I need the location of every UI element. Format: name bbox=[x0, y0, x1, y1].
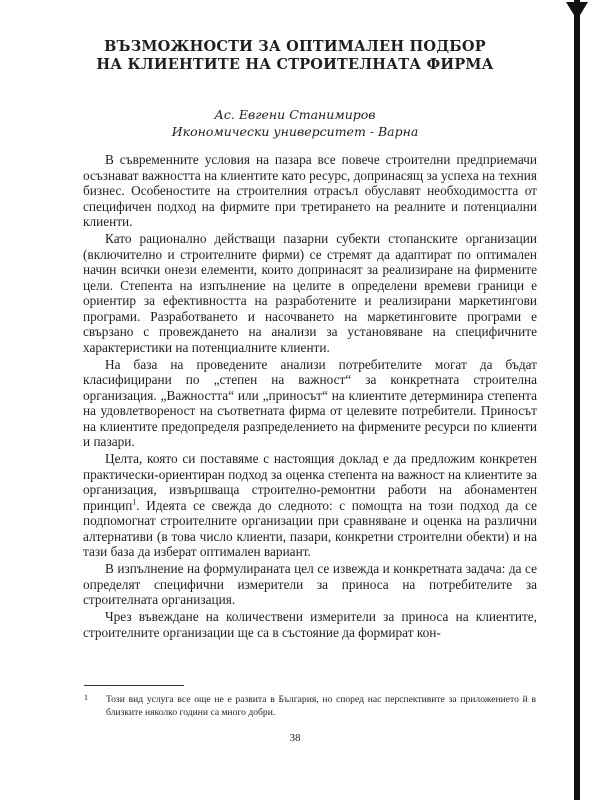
author-block bbox=[60, 106, 530, 140]
article-body bbox=[83, 152, 537, 642]
binding-edge-marker bbox=[566, 2, 588, 20]
footnote-mark: 1 bbox=[84, 693, 88, 702]
article-title bbox=[60, 38, 530, 74]
page-number: 38 bbox=[289, 732, 301, 744]
body-paragraph: В съвременните условия на пазара все повече строителни предприемачи осъзнават важността на клиентите като ресурс, допринасящ за успеха на техния бизнес. Особеностите на строителния отрасъл обуславят необходимостта от специфичен подход на фирмите при третирането на реалните и потенциални клиенти. bbox=[83, 152, 537, 229]
paragraph-text: Целта, която си поставяме с настоящия доклад е да предложим конкретен практически-ориентиран подход за оценка степента на важност на клиентите за организация, извършваща строително-ремонтни работи на абонаментен принцип bbox=[83, 451, 537, 513]
footnote-separator bbox=[84, 685, 184, 686]
footnote-text: Този вид услуга все още не е развита в България, но според нас перспективите за приложението й в близките няколко години са много добри. bbox=[106, 694, 536, 718]
binding-edge-line bbox=[574, 0, 580, 800]
article-title-line: ВЪЗМОЖНОСТИ ЗА ОПТИМАЛЕН ПОДБОР bbox=[104, 38, 486, 55]
author-affiliation: Икономически университет - Варна bbox=[171, 124, 419, 139]
article-title-line: НА КЛИЕНТИТЕ НА СТРОИТЕЛНАТА ФИРМА bbox=[96, 56, 494, 73]
paragraph-text: . Идеята се свежда до следното: с помощта на този подход да се подпомогнат строителните организации при сравняване и оценка на различни алтернативи (в това число клиенти, пазари, конкретни строителни обекти) и на тази база да изберат оптимален вариант. bbox=[83, 497, 537, 559]
body-paragraph: На база на проведените анализи потребителите могат да бъдат класифицирани по „степен на важност“ за конкретната строителна организация. „Важността“ или „приносът“ на клиентите детерминира степента на удовлетвореност на съответната фирма от целевите потребители. Приносът на клиентите предопределя разпределението на фирмените ресурси по клиенти и пазари. bbox=[83, 356, 537, 449]
footnote bbox=[84, 693, 536, 719]
footnote-reference: 1 bbox=[132, 497, 137, 507]
body-paragraph-with-footnote bbox=[83, 451, 537, 560]
body-paragraph: Като рационално действащи пазарни субекти стопанските организации (включително и строителните фирми) се стремят да адаптират по оптимален начин всички онези елементи, които допринасят за реализиране на фирмените цели. Степента на изпълнение на целите в определени времеви граници е ориентир за ефективността на разработените и реализирани маркетингови програми. Разработването и насочването на маркетинговите програми е свързано с провеждането на анализи за установяване на специфичните характеристики на потенциалните клиенти. bbox=[83, 231, 537, 355]
body-paragraph: Чрез въвеждане на количествени измерители за приноса на клиентите, строителните организации ще са в състояние да формират кон- bbox=[83, 609, 537, 640]
author-name: Ас. Евгени Станимиров bbox=[214, 107, 376, 122]
body-paragraph: В изпълнение на формулираната цел се извежда и конкретната задача: да се определят специфични измерители за приноса на потребителите за строителната организация. bbox=[83, 561, 537, 607]
